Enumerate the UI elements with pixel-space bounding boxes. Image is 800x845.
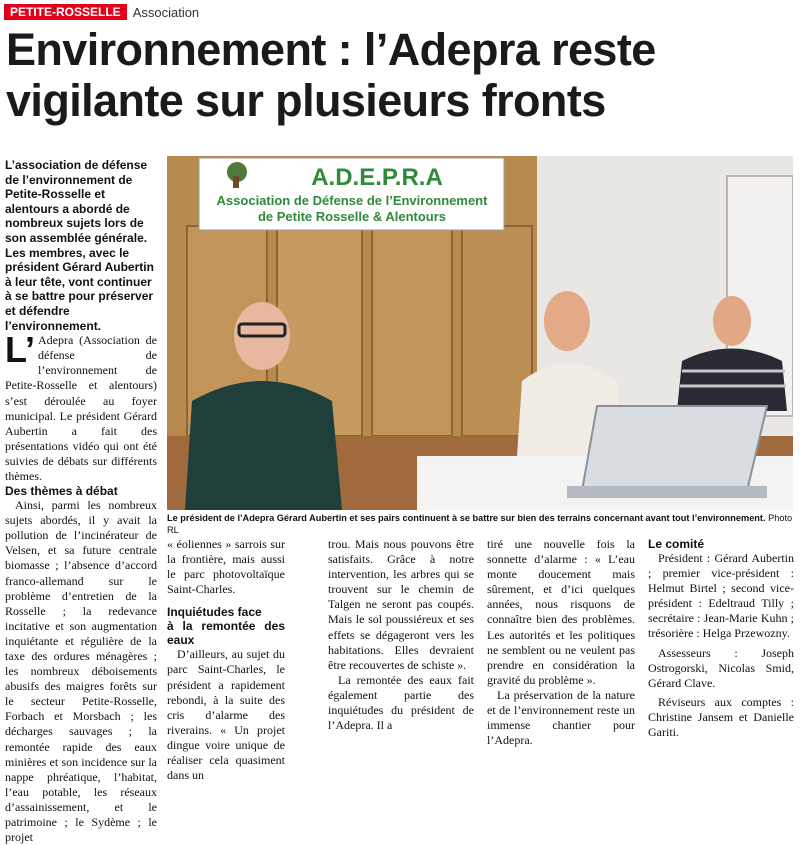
subhead-comite: Le comité [648, 537, 705, 551]
banner-line-1: Association de Défense de l’Environnement [216, 193, 488, 208]
col3-paragraph-1: trou. Mais nous pouvons être satisfaits. Grâce à notre intervention, les arbres qui se trouvent sur le chemin de Talgen ne seront pas coupés. Mais le sol poussiéreux et ses effets se dégageront vers les habitations. Elles devraient être recouvertes de schiste ». [328, 537, 474, 672]
headline: Environnement : l’Adepra reste vigilante sur plusieurs fronts [6, 24, 656, 126]
caption-text: Le président de l’Adepra Gérard Aubertin et ses pairs continuent à se battre sur bien des terrains concernant avant tout l’environnement. [167, 513, 766, 523]
article-photo [167, 156, 793, 510]
column-2 [167, 537, 285, 783]
photo-credit: Photo RL [167, 513, 793, 535]
intro-paragraph [5, 329, 157, 484]
col4-paragraph-1: tiré une nouvelle fois la sonnette d’alarme : « L’eau monte doucement mais sûrement, et d’ici quelques années, nous risquons de connaître bien des problèmes. Les autorités et les politiques ne semblent ou ne veulent pas prendre en considération la gravité du problème ». [487, 537, 635, 687]
photo-illustration [167, 156, 793, 510]
location-tag: PETITE-ROSSELLE [4, 4, 127, 20]
intro-text: Adepra (Association de défense de l’environnement de Petite-Rosselle et alentours) s’est déroulée au foyer municipal. Le président Gérard Aubertin a fait des présentations vidéo qui ont été suivies de débats sur différents thèmes. [5, 333, 157, 483]
banner-line-2: de Petite Rosselle & Alentours [257, 209, 447, 224]
column-4 [487, 537, 635, 748]
assesseurs: Assesseurs : Joseph Ostrogorski, Nicolas Smid, Gérard Clave. [648, 645, 794, 690]
section-label: Association [132, 4, 200, 20]
kicker [4, 4, 199, 20]
body-paragraph: Ainsi, parmi les nombreux sujets abordés, il y avait la pollution de l’incinérateur de Velsen, et sa future centrale biomasse ; l’absence d’accord franco-allemand sur le problème d’entretien de la Rosselle ; la redevance incitative et son augmentation inquiétante et régulière de la taxe des ordures ménagères ; les nombreux déboisements abusifs des maigres forêts sur le secteur Petite-Rosselle, Forbach et Morsbach ; les décharges sauvages ; la remontée rapide des eaux minières et son incidence sur la nappe phréatique, l’habitat, l’eau potable, les réseaux d’assainissement, et le patrimoine ; le Sydème ; le projet [5, 498, 157, 845]
column-3 [328, 537, 474, 733]
col2-paragraph-2: D’ailleurs, au sujet du parc Saint-Charles, le président a rapidement rebondi, à la suite des cris d’alarme des riverains. « Un projet dingue voire unique de réaliser cela quasiment dans un [167, 647, 285, 783]
col4-paragraph-2: La préservation de la nature et de l’environnement reste un immense chantier pour l’Adepra. [487, 687, 635, 748]
subhead-line-2: à la remontée des eaux [167, 619, 285, 648]
subhead-themes: Des thèmes à débat [5, 484, 118, 499]
chapo: L’association de défense de l’environnement de Petite-Rosselle et alentours a abordé de nombreux sujets lors de son assemblée générale. Les membres, avec le président Gérard Aubertin à leur tête, vont continuer à se battre pour préserver et défendre l’environnement. [5, 158, 154, 333]
comite-members: Président : Gérard Aubertin ; premier vice-président : Helmut Birtel ; second vice-président : Edeltraud Tilly ; secrétaire : Jean-Marie Kuhn ; trésorière : Helga Przewozny. [648, 551, 794, 641]
subhead-inquietudes [167, 605, 285, 647]
banner-title: A.D.E.P.R.A [311, 164, 443, 191]
subhead-line-1: Inquiétudes face [167, 605, 262, 620]
drop-cap: L’ [5, 329, 36, 371]
col3-paragraph-2: La remontée des eaux fait également partie des inquiétudes du président de l’Adepra. Il a [328, 672, 474, 733]
reviseurs: Réviseurs aux comptes : Christine Jansem et Danielle Gariti. [648, 694, 794, 740]
column-5 [648, 537, 794, 740]
col2-paragraph-1: « éoliennes » sarrois sur la frontière, mais aussi le parc photovoltaïque Saint-Charles. [167, 537, 285, 597]
photo-caption [167, 512, 795, 536]
column-1 [5, 158, 157, 845]
